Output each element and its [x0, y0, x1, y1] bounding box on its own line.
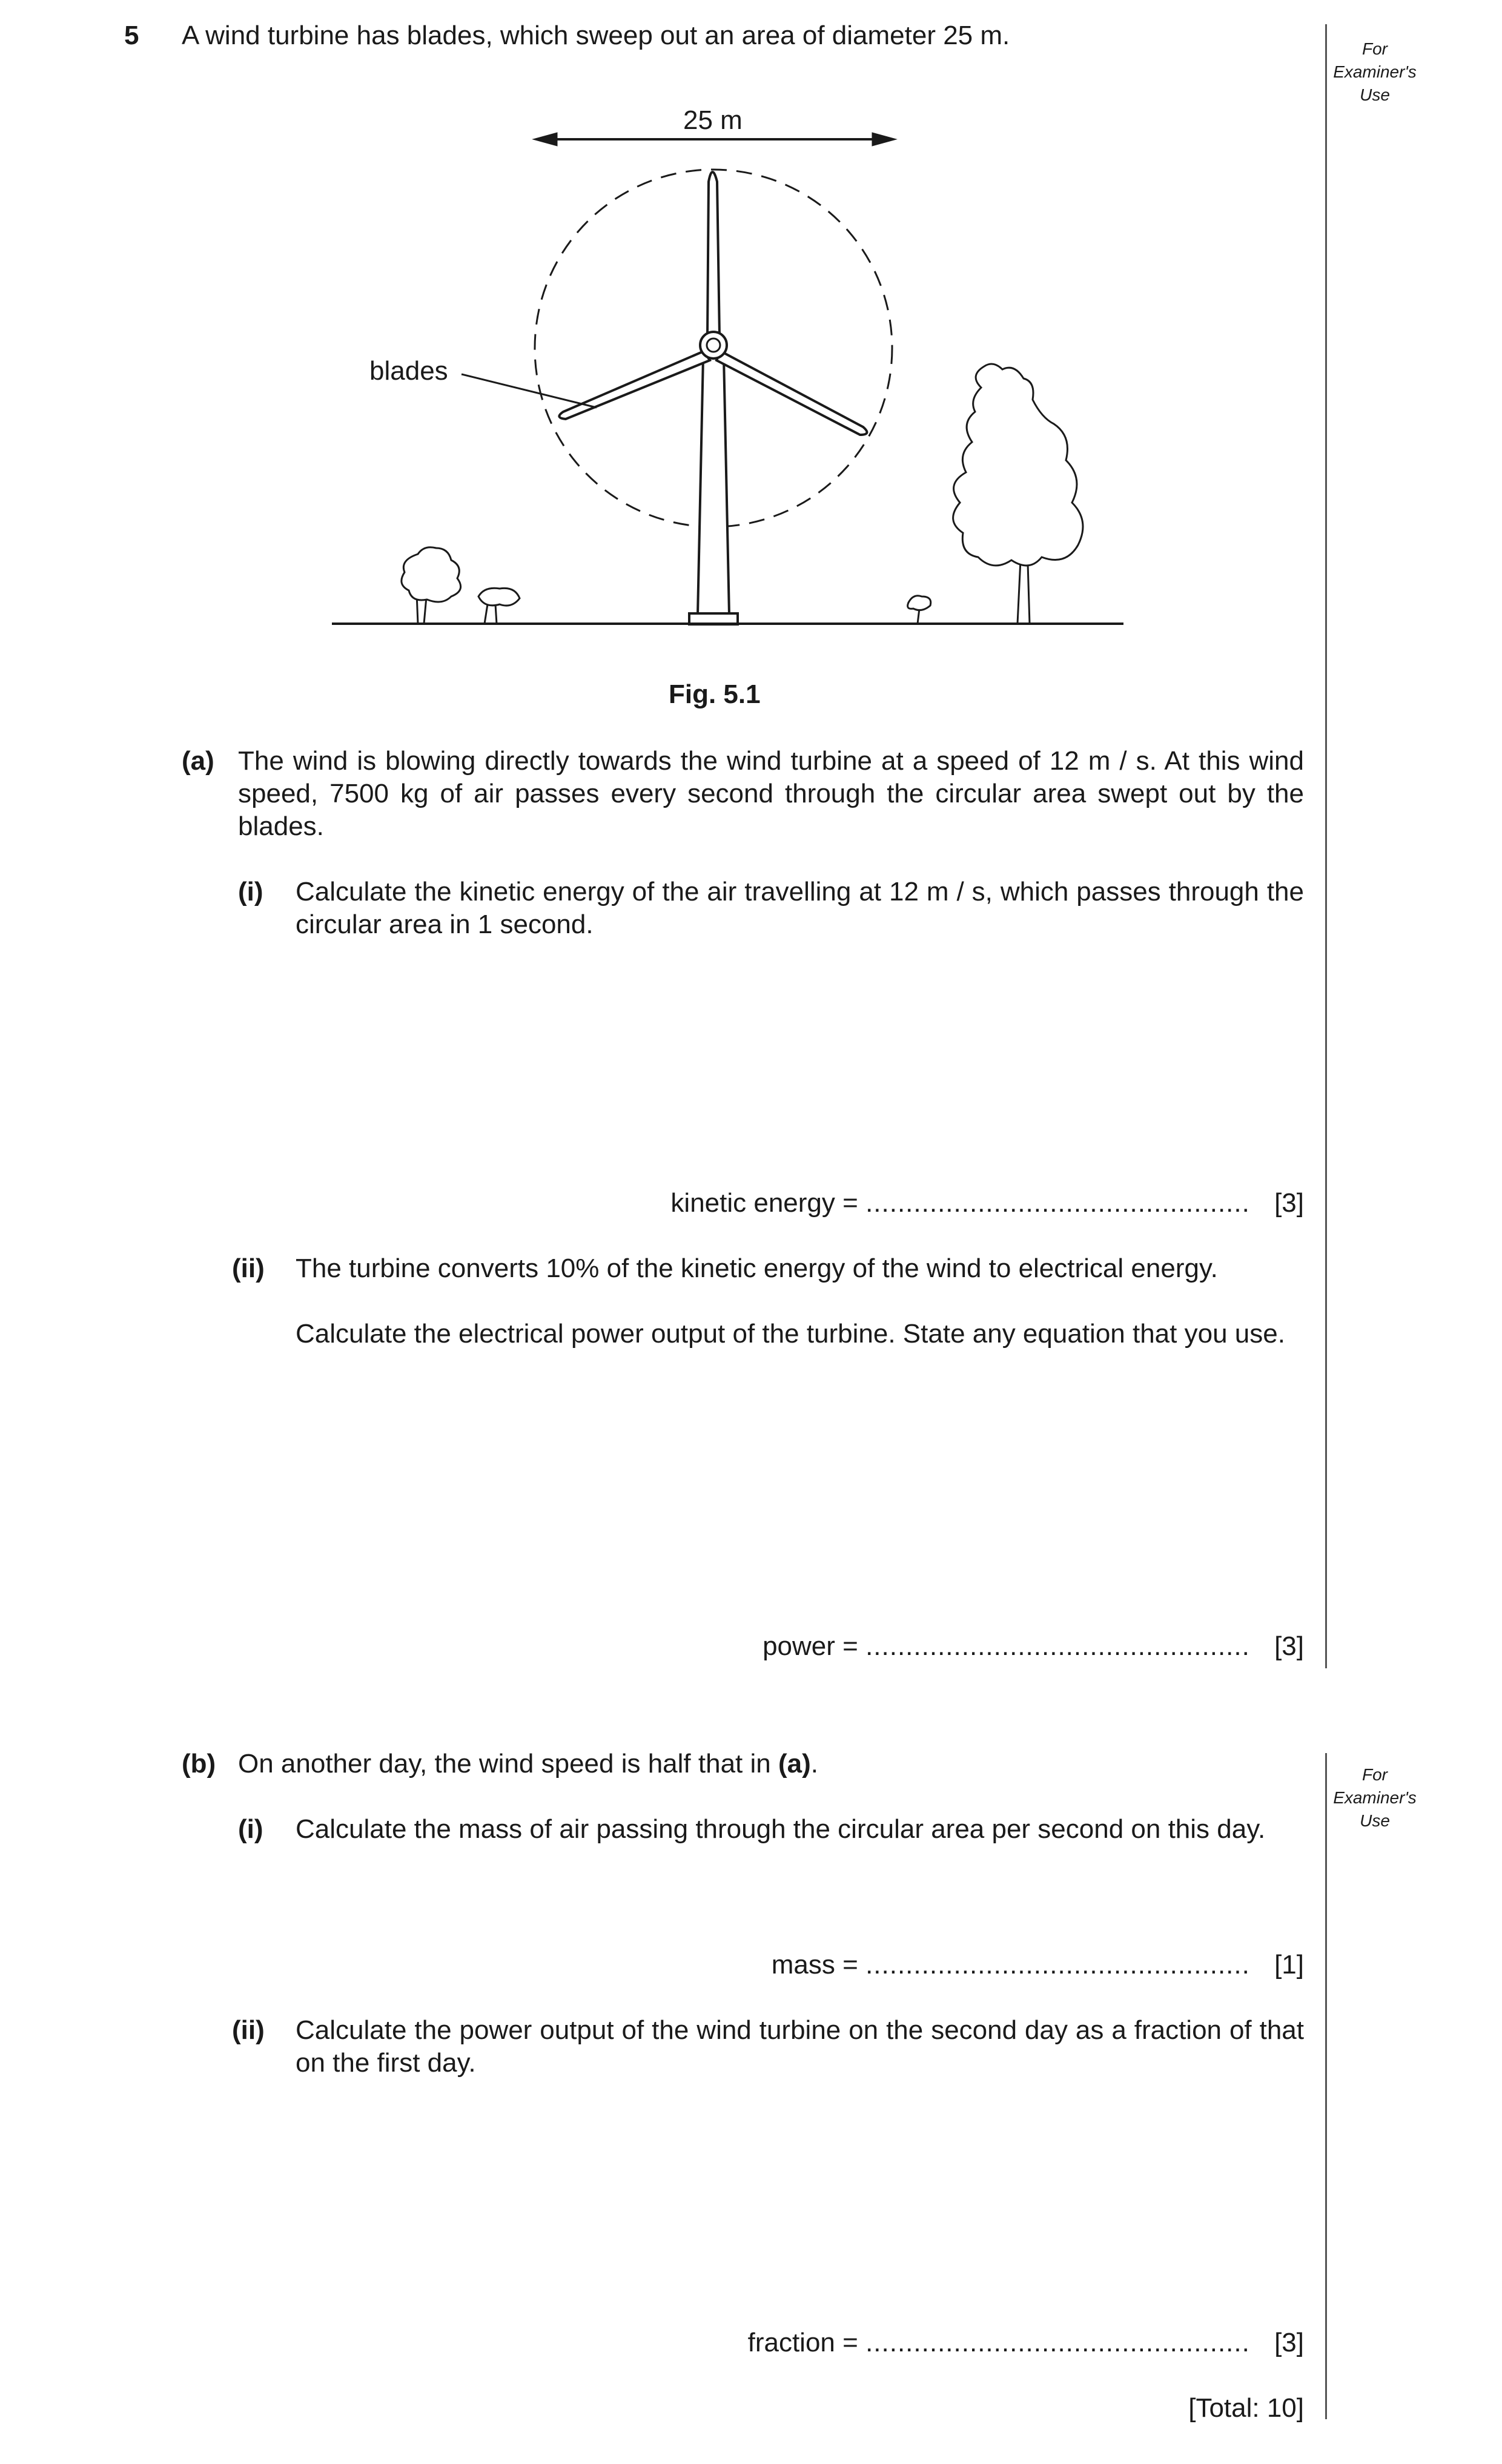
tree-tiny	[908, 596, 931, 624]
kinetic-energy-answer-field[interactable]: ................................................	[865, 1188, 1250, 1218]
part-b-text-main: On another day, the wind speed is half that in	[238, 1749, 778, 1779]
power-label: power =	[763, 1631, 858, 1661]
examiner-label-2-line2: Examiner's	[1333, 1788, 1417, 1807]
part-b-i-label: (i)	[238, 1814, 263, 1844]
part-a-text: The wind is blowing directly towards the wind turbine at a speed of 12 m / s. At this wind speed, 7500 kg of air passes every second through the circular area swept out by the blades.	[238, 746, 1304, 841]
examiner-label-line1: For	[1362, 39, 1388, 58]
power-answer-line	[763, 1630, 1304, 1663]
part-a-i-text: Calculate the kinetic energy of the air travelling at 12 m / s, which passes through the circular area in 1 second.	[296, 877, 1304, 939]
diameter-label: 25 m	[683, 105, 743, 135]
fraction-answer-field[interactable]: ................................................	[865, 2328, 1250, 2357]
examiner-label-2-line3: Use	[1360, 1811, 1390, 1830]
blade-left	[559, 351, 710, 419]
blades-leader-line	[462, 374, 597, 408]
blades-label: blades	[369, 356, 448, 386]
fraction-label: fraction =	[747, 2328, 858, 2357]
tower	[698, 357, 729, 615]
power-answer-field[interactable]: ................................................	[865, 1631, 1250, 1661]
examiner-label-line2: Examiner's	[1333, 62, 1417, 81]
examiner-label-2-line1: For	[1362, 1765, 1388, 1784]
part-b-text	[238, 1748, 818, 1780]
part-b-text-ref: (a)	[778, 1749, 811, 1779]
mass-marks: [1]	[1274, 1950, 1304, 1980]
fraction-answer-line	[748, 2327, 1304, 2359]
question-number: 5	[124, 21, 139, 50]
fraction-marks: [3]	[1274, 2328, 1304, 2357]
part-b-label: (b)	[182, 1749, 216, 1779]
wind-turbine-figure	[0, 0, 1502, 666]
tree-large	[953, 364, 1083, 624]
part-b-i-text: Calculate the mass of air passing through the circular area per second on this day.	[296, 1814, 1266, 1844]
blade-right	[716, 351, 867, 435]
mass-answer-line	[772, 1949, 1304, 1981]
part-a-ii-text1: The turbine converts 10% of the kinetic energy of the wind to electrical energy.	[296, 1253, 1218, 1283]
part-b-ii-label: (ii)	[232, 2015, 265, 2045]
kinetic-energy-marks: [3]	[1274, 1188, 1304, 1218]
kinetic-energy-label: kinetic energy =	[670, 1188, 858, 1218]
part-a-ii-label: (ii)	[232, 1253, 265, 1283]
examiner-margin-line-2	[1325, 1753, 1327, 2419]
hub-inner	[707, 339, 720, 352]
part-b-ii-text: Calculate the power output of the wind turbine on the second day as a fraction of that on the first day.	[296, 2015, 1304, 2078]
figure-caption: Fig. 5.1	[669, 679, 761, 709]
mass-label: mass =	[771, 1950, 858, 1980]
part-a-label: (a)	[182, 746, 214, 776]
part-b-text-end: .	[810, 1749, 818, 1779]
blade-up	[707, 172, 720, 336]
total-marks: [Total: 10]	[1188, 2393, 1304, 2423]
examiner-margin-label-2	[1332, 1763, 1417, 1832]
part-a-ii-text2: Calculate the electrical power output of the turbine. State any equation that you use.	[296, 1319, 1285, 1349]
examiner-label-line3: Use	[1360, 85, 1390, 104]
part-a-i-label: (i)	[238, 877, 263, 907]
tree-small-left	[402, 547, 520, 624]
power-marks: [3]	[1274, 1631, 1304, 1661]
mass-answer-field[interactable]: ................................................	[865, 1950, 1250, 1980]
question-intro: A wind turbine has blades, which sweep out an area of diameter 25 m.	[182, 21, 1010, 50]
kinetic-energy-answer-line	[670, 1187, 1304, 1220]
